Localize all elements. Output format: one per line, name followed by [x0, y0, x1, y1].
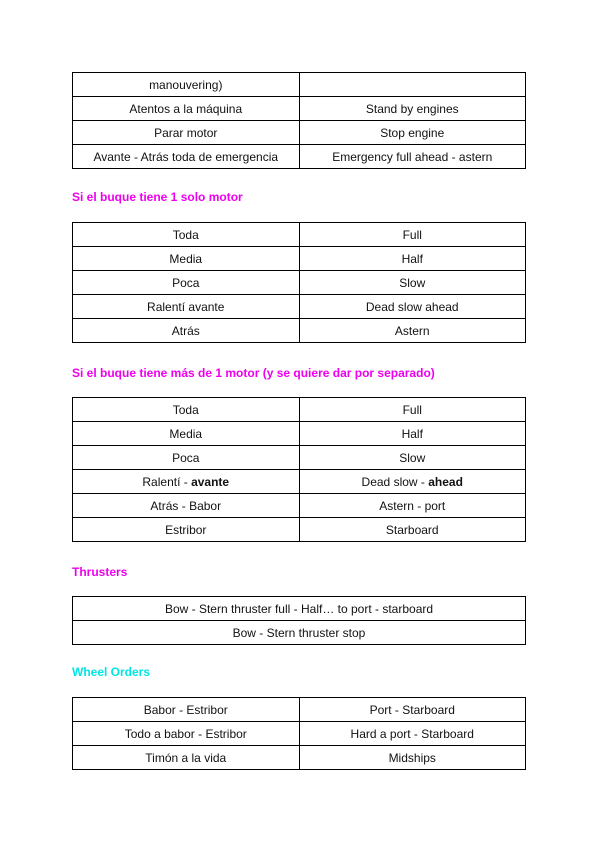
table-cell-es: Atentos a la máquina: [73, 97, 300, 121]
table-cell-es: Babor - Estribor: [73, 698, 300, 722]
section-heading-wheel-orders: Wheel Orders: [72, 665, 151, 679]
table-cell-es: Avante - Atrás toda de emergencia: [73, 145, 300, 169]
table-cell-en: Astern - port: [299, 494, 526, 518]
table-cell-es: manouvering): [73, 73, 300, 97]
section-heading-single-engine: Si el buque tiene 1 solo motor: [72, 190, 243, 204]
table-row: [73, 746, 526, 770]
table-cell-en: Astern: [299, 319, 526, 343]
cell-text-bold: ahead: [428, 474, 463, 489]
table-cell-en: Stop engine: [299, 121, 526, 145]
table-cell-en: Half: [299, 422, 526, 446]
table-row: [73, 319, 526, 343]
table-cell-en: Stand by engines: [299, 97, 526, 121]
table-cell-en: Full: [299, 223, 526, 247]
table-row: [73, 722, 526, 746]
table-row: [73, 295, 526, 319]
table-row: [73, 145, 526, 169]
table-cell-es: Parar motor: [73, 121, 300, 145]
table-row: [73, 621, 526, 645]
table-cell-es: Timón a la vida: [73, 746, 300, 770]
table-row: [73, 223, 526, 247]
table-cell-en: [299, 73, 526, 97]
table-cell-es: Media: [73, 422, 300, 446]
table-cell-es: Todo a babor - Estribor: [73, 722, 300, 746]
table-cell-es: Ralentí avante: [73, 295, 300, 319]
table-row: [73, 271, 526, 295]
table-row: [73, 73, 526, 97]
engine-orders-table: [72, 72, 526, 169]
table-row: [73, 422, 526, 446]
cell-text: Ralentí -: [142, 474, 192, 489]
table-row: [73, 247, 526, 271]
multi-engine-table: [72, 397, 526, 542]
table-row: [73, 398, 526, 422]
table-row: [73, 97, 526, 121]
table-cell-en: Bow - Stern thruster full - Half… to port - starboard: [73, 597, 526, 621]
wheel-orders-table: [72, 697, 526, 770]
table-cell-es: Poca: [73, 271, 300, 295]
table-cell-es: [73, 470, 300, 494]
table-row: [73, 518, 526, 542]
table-cell-en: [299, 470, 526, 494]
table-cell-en: Slow: [299, 446, 526, 470]
table-row: [73, 446, 526, 470]
table-row: [73, 494, 526, 518]
table-cell-en: Starboard: [299, 518, 526, 542]
table-row: [73, 597, 526, 621]
table-cell-en: Bow - Stern thruster stop: [73, 621, 526, 645]
table-cell-en: Half: [299, 247, 526, 271]
table-cell-es: Atrás - Babor: [73, 494, 300, 518]
table-cell-en: Port - Starboard: [299, 698, 526, 722]
cell-text: Dead slow -: [361, 474, 429, 489]
table-cell-en: Slow: [299, 271, 526, 295]
table-cell-en: Emergency full ahead - astern: [299, 145, 526, 169]
table-cell-es: Estribor: [73, 518, 300, 542]
table-cell-en: Full: [299, 398, 526, 422]
table-cell-es: Toda: [73, 398, 300, 422]
section-heading-thrusters: Thrusters: [72, 565, 128, 579]
table-cell-es: Toda: [73, 223, 300, 247]
cell-text-bold: avante: [191, 474, 230, 489]
single-engine-table: [72, 222, 526, 343]
table-cell-en: Midships: [299, 746, 526, 770]
table-cell-en: Dead slow ahead: [299, 295, 526, 319]
section-heading-multi-engine: Si el buque tiene más de 1 motor (y se quiere dar por separado): [72, 366, 435, 380]
table-cell-es: Atrás: [73, 319, 300, 343]
table-row: [73, 698, 526, 722]
table-row: [73, 470, 526, 494]
table-cell-en: Hard a port - Starboard: [299, 722, 526, 746]
table-cell-es: Poca: [73, 446, 300, 470]
table-row: [73, 121, 526, 145]
table-cell-es: Media: [73, 247, 300, 271]
thrusters-table: [72, 596, 526, 645]
